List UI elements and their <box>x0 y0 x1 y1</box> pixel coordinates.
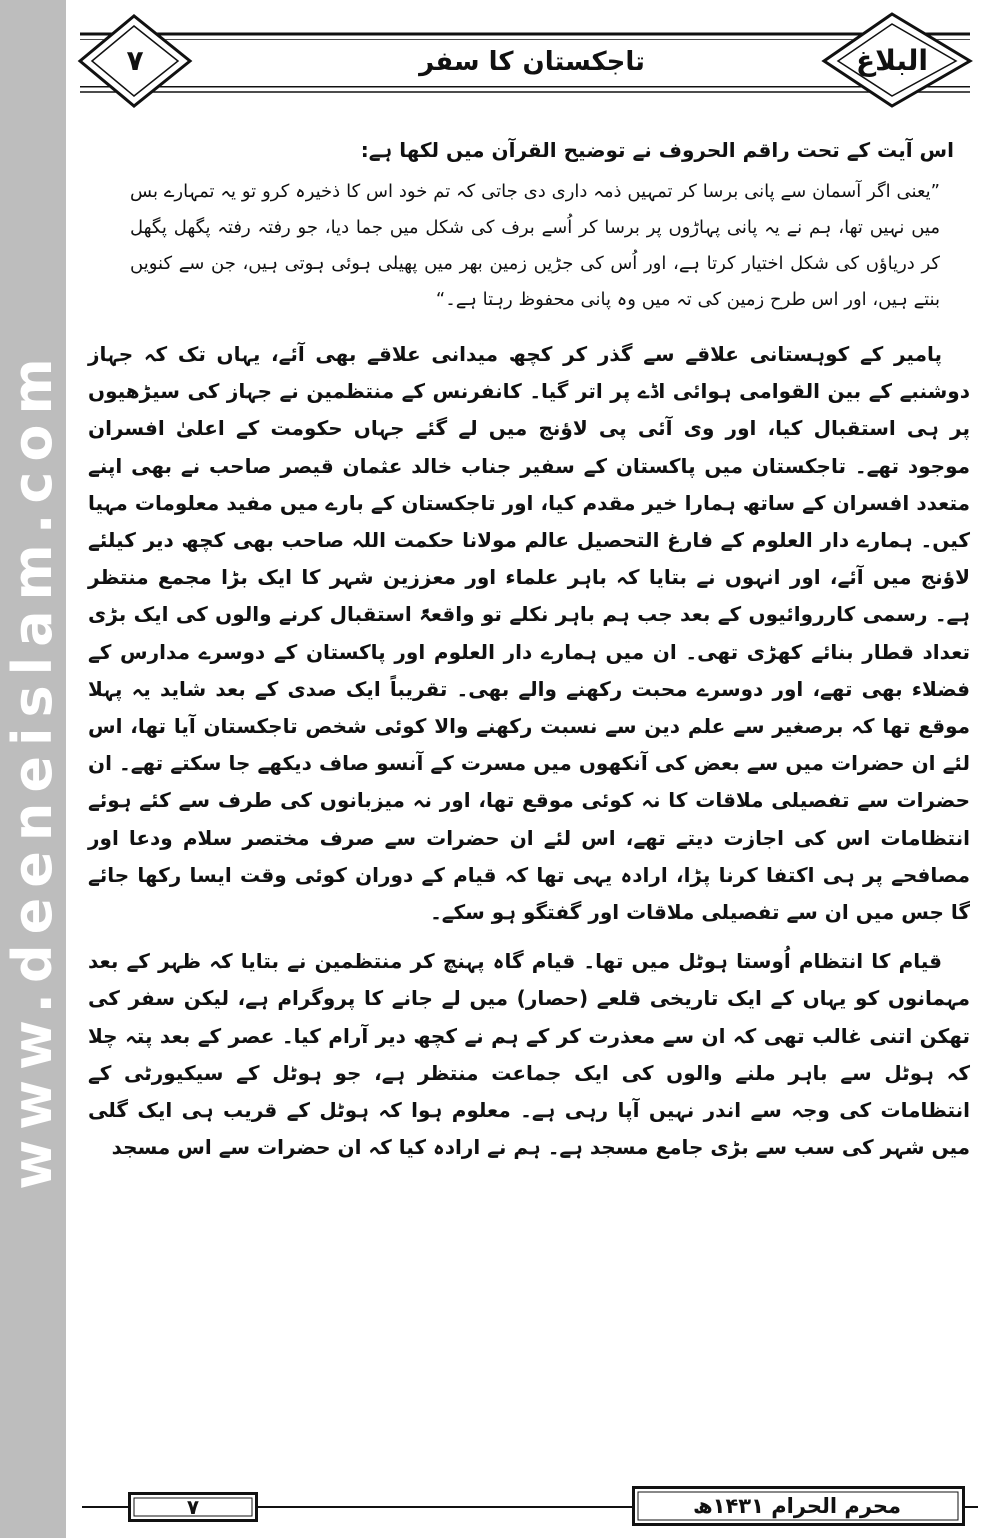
footer-page-number: ۷ <box>186 1495 200 1519</box>
watermark-text: www.deeneislam.com <box>1 348 64 1190</box>
footer-issue-date: محرم الحرام ۱۴۳۱ھ <box>692 1494 902 1518</box>
article-body <box>88 118 970 1178</box>
page-footer <box>72 1482 978 1532</box>
page-header <box>72 6 978 108</box>
intro-line: اس آیت کے تحت راقم الحروف نے توضیح القرآن میں لکھا ہے: <box>360 138 954 162</box>
paragraph-hotel: قیام کا انتظام اُوستا ہوٹل میں تھا۔ قیام گاہ پہنچ کر منتظمین نے بتایا کہ ظہر کے بعد مہمانوں کو یہاں کے ایک تاریخی قلعے (حصار) میں لے جانے کا پروگرام ہے، لیکن سفر کی تھکن اتنی غالب تھی کہ ان سے معذرت کر کے ہم نے کچھ دیر آرام کیا۔ عصر کے بعد پتہ چلا کہ ہوٹل سے باہر ملنے والوں کی ایک جماعت منتظر ہے، جو ہوٹل کے سیکیورٹی کے انتظامات کی وجہ سے اندر نہیں آپا رہی ہے۔ معلوم ہوا کہ ہوٹل کے قریب ہی ایک گلی میں شہر کی سب سے بڑی جامع مسجد ہے۔ ہم نے ارادہ کیا کہ ان حضرات سے اس مسجد <box>88 949 970 1160</box>
header-page-number: ۷ <box>126 44 144 77</box>
footer-rule-left <box>82 1506 128 1508</box>
magazine-logo: البلاغ <box>856 44 928 77</box>
header-title: تاجکستان کا سفر <box>419 47 645 77</box>
footer-rule-middle <box>258 1506 632 1508</box>
paragraph-arrival: پامیر کے کوہستانی علاقے سے گذر کر کچھ میدانی علاقے بھی آئے، یہاں تک کہ جہاز دوشنبے کے بین القوامی ہوائی اڈے پر اتر گیا۔ کانفرنس کے منتظمین نے جہاز کی سیڑھیوں پر ہی استقبال کیا، اور وی آئی پی لاؤنج میں لے گئے جہاں حکومت کے اعلیٰ افسران موجود تھے۔ تاجکستان میں پاکستان کے سفیر جناب خالد عثمان قیصر صاحب نے بھی اپنے متعدد افسران کے ساتھ ہمارا خیر مقدم کیا، اور تاجکستان کے بارے میں مفید معلومات مہیا کیں۔ ہمارے دار العلوم کے فارغ التحصیل عالم مولانا حکمت اللہ صاحب بھی کچھ دیر کیلئے لاؤنج میں آئے، اور انہوں نے بتایا کہ باہر علماء اور معززین شہر کا ایک بڑا مجمع منتظر ہے۔ رسمی کارروائیوں کے بعد جب ہم باہر نکلے تو واقعۃً استقبال کرنے والوں کی ایک بڑی تعداد قطار بنائے کھڑی تھی۔ ان میں ہمارے دار العلوم اور پاکستان کے دوسرے مدارس کے فضلاء بھی تھے، اور دوسرے محبت رکھنے والے بھی۔ تقریباً ایک صدی کے بعد شاید یہ پہلا موقع تھا کہ برصغیر سے علم دین سے نسبت رکھنے والا کوئی شخص تاجکستان آیا تھا، اس لئے ان حضرات میں سے بعض کی آنکھوں میں مسرت کے آنسو صاف دیکھے جا سکتے تھے۔ ان حضرات سے تفصیلی ملاقات کا نہ کوئی موقع تھا، اور نہ میزبانوں کی طرف سے کئے ہوئے انتظامات اس کی اجازت دیتے تھے، اس لئے ان حضرات سے صرف مختصر سلام ودعا اور مصافحے پر ہی اکتفا کرنا پڑا، ارادہ یہی تھا کہ قیام کے دوران کوئی وقت ایسا رکھا جائے گا جس میں ان سے تفصیلی ملاقات اور گفتگو ہو سکے۔ <box>88 342 970 925</box>
quotation-block: ”یعنی اگر آسمان سے پانی برسا کر تمہیں ذمہ داری دی جاتی کہ تم خود اس کا ذخیرہ کرو تو یہ تمہارے بس میں نہیں تھا، ہم نے یہ پانی پہاڑوں پر برسا کر اُسے برف کی شکل میں جما دیا، جو رفتہ رفتہ پگھل پگھل کر دریاؤں کی شکل اختیار کرتا ہے، اور اُس کی جڑیں زمین بھر میں پھیلی ہوئی ہوتی ہیں، جن سے کنویں بنتے ہیں، اور اس طرح زمین کی تہ میں وہ پانی محفوظ رہتا ہے۔“ <box>130 181 940 310</box>
watermark-sidebar <box>0 0 66 1538</box>
